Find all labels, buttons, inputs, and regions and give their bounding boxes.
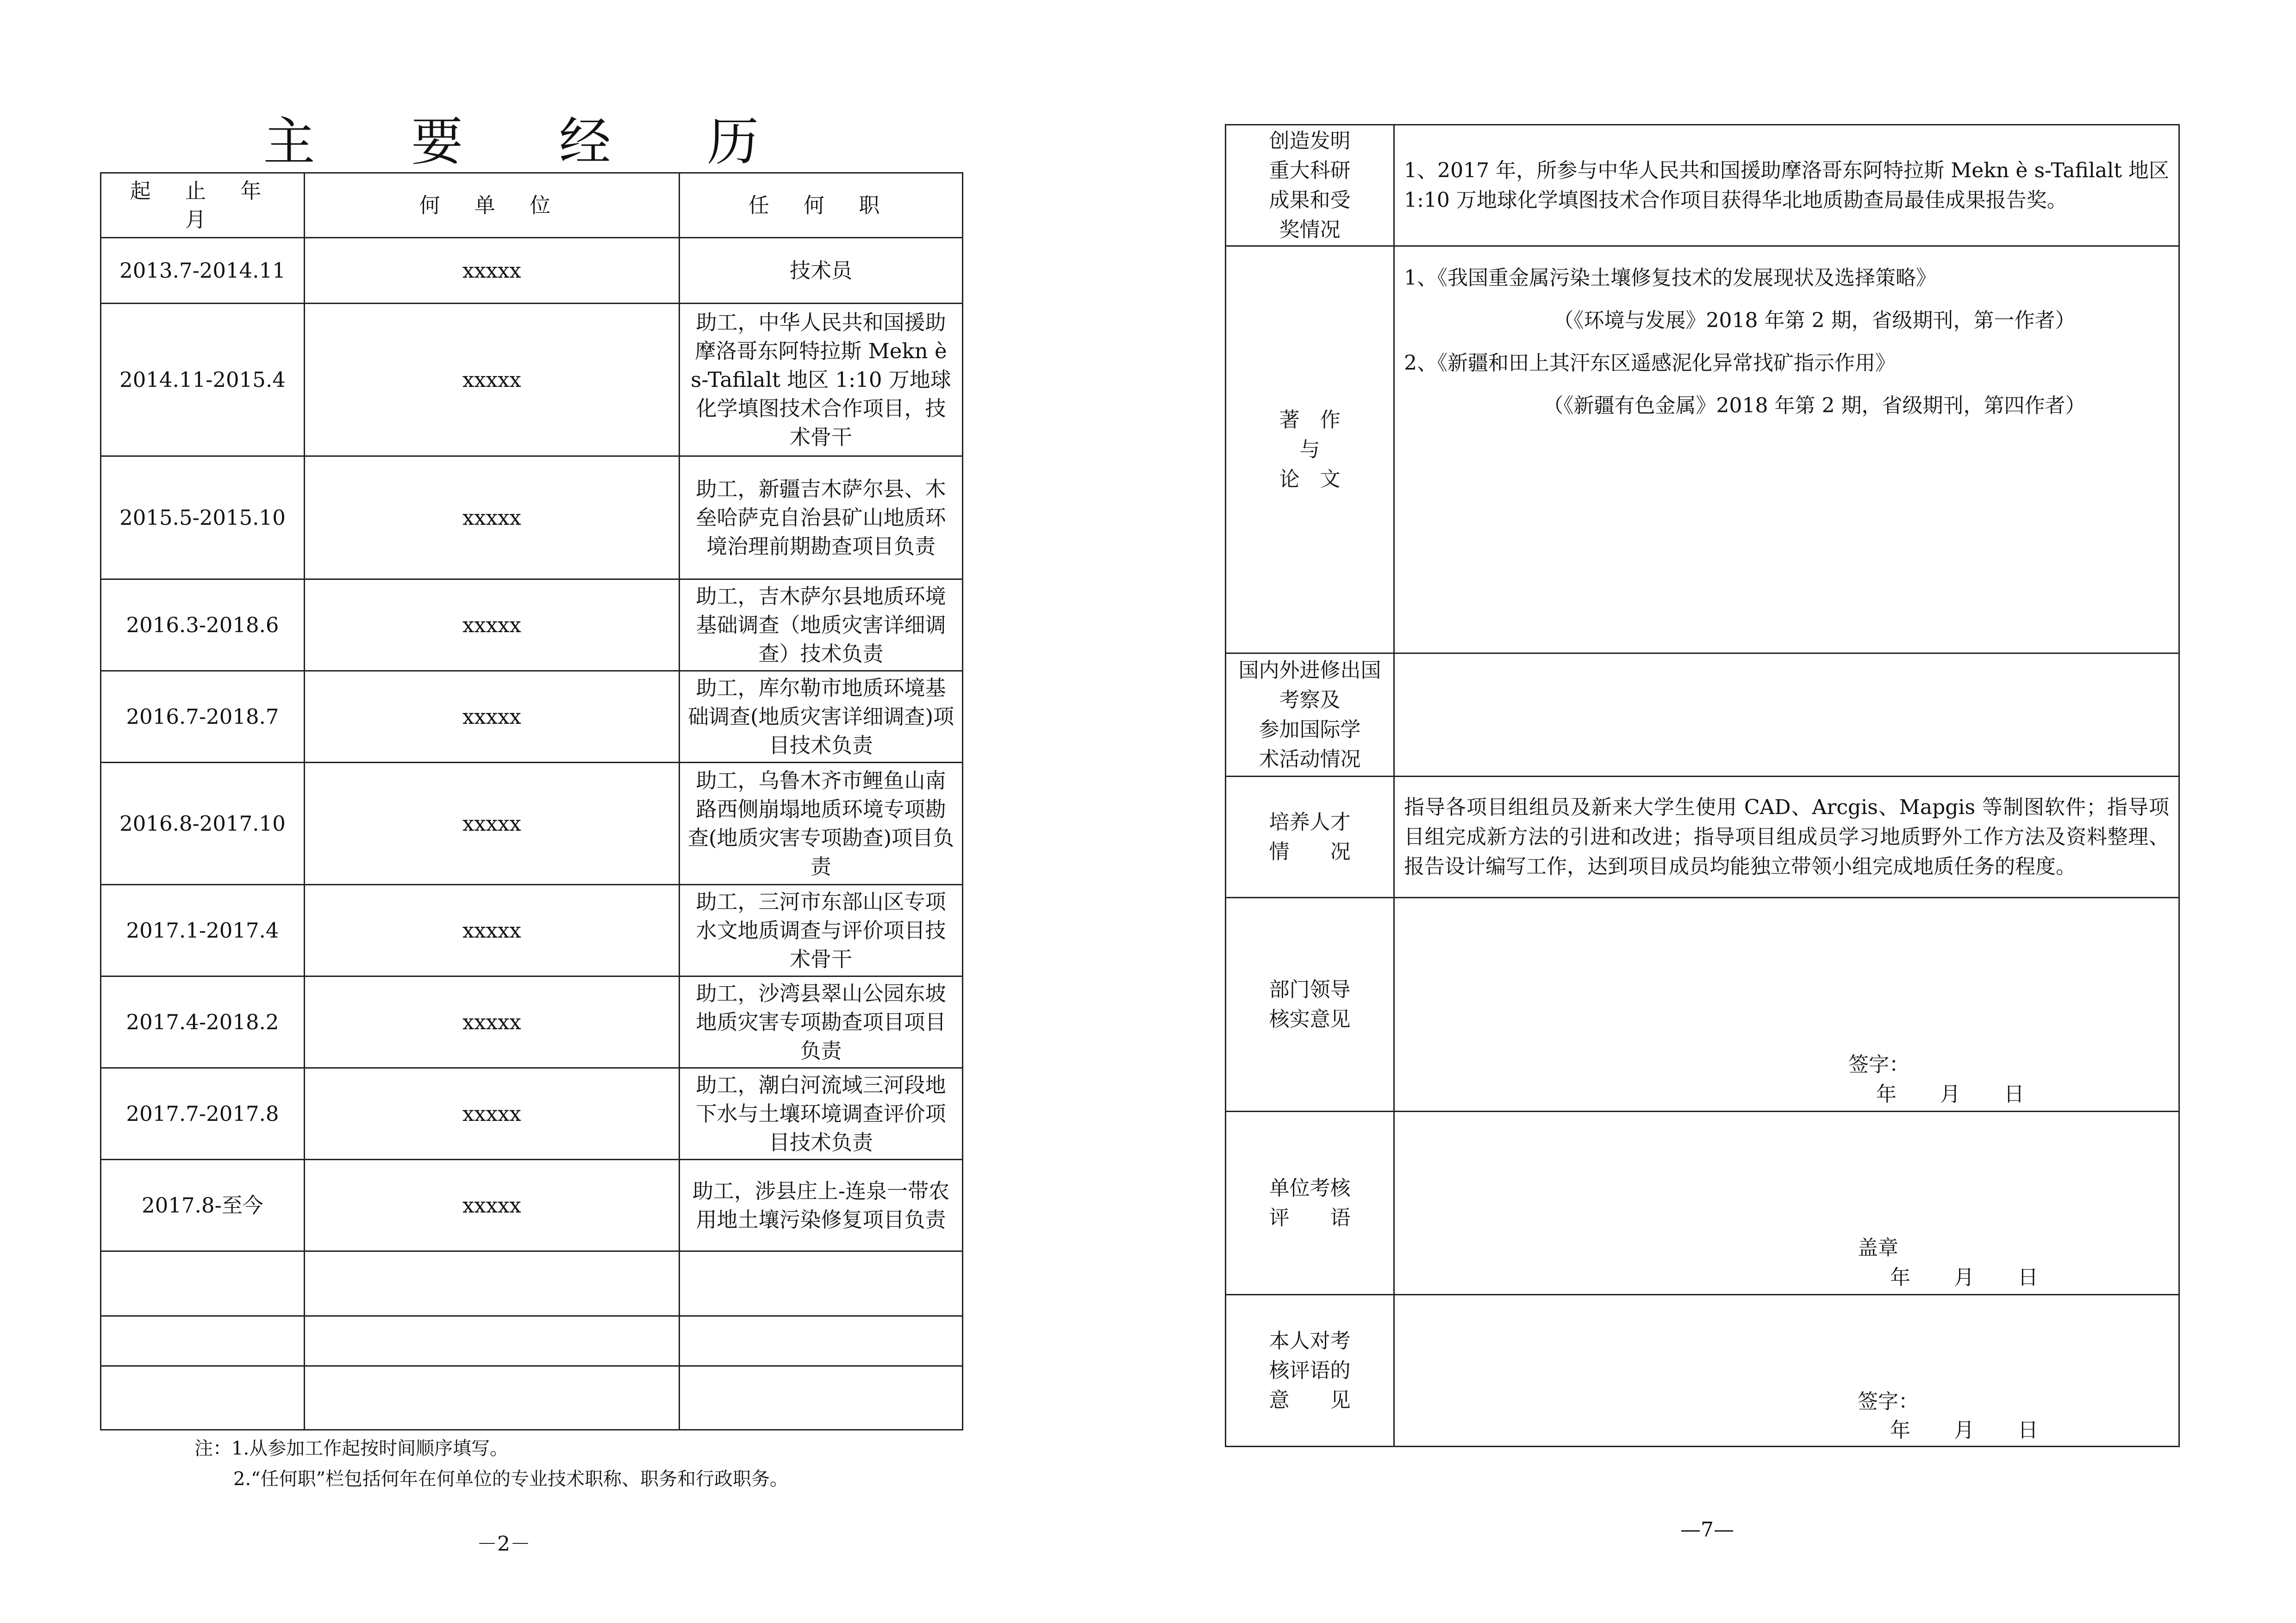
position-cell: 助工，库尔勒市地质环境基础调查(地质灾害详细调查)项目技术负责 [680, 671, 963, 763]
awards-label: 创造发明 重大科研 成果和受 奖情况 [1226, 125, 1394, 246]
table-row [101, 304, 963, 456]
period-cell: 2015.5-2015.10 [101, 456, 305, 579]
unit-cell: xxxxx [305, 238, 680, 304]
unit-cell: xxxxx [305, 671, 680, 763]
table-row [101, 1316, 963, 1366]
column-header-period: 起 止 年 月 [101, 173, 305, 238]
dept-opinion-row [1226, 898, 2179, 1112]
unit-cell [305, 1316, 680, 1366]
table-row [101, 1366, 963, 1430]
table-row [101, 763, 963, 885]
dept-opinion-label: 部门领导 核实意见 [1226, 898, 1394, 1112]
position-cell: 技术员 [680, 238, 963, 304]
unit-cell: xxxxx [305, 763, 680, 885]
career-table [100, 172, 963, 1430]
period-cell: 2017.8-至今 [101, 1160, 305, 1251]
unit-review-label: 单位考核 评 语 [1226, 1112, 1394, 1295]
period-cell: 2016.3-2018.6 [101, 579, 305, 671]
position-cell: 助工，吉木萨尔县地质环境基础调查（地质灾害详细调查）技术负责 [680, 579, 963, 671]
table-row [101, 1068, 963, 1160]
unit-cell: xxxxx [305, 304, 680, 456]
period-cell: 2014.11-2015.4 [101, 304, 305, 456]
paper-title: 1、《我国重金属污染土壤修复技术的发展现状及选择策略》 [1404, 266, 1936, 290]
period-cell [101, 1316, 305, 1366]
signature-label: 签字： [1848, 1053, 1909, 1076]
position-cell [680, 1366, 963, 1430]
table-row [101, 976, 963, 1068]
seal-label: 盖章 [1858, 1236, 1898, 1260]
table-row [101, 885, 963, 976]
unit-cell [305, 1251, 680, 1316]
period-cell: 2016.7-2018.7 [101, 671, 305, 763]
unit-cell: xxxxx [305, 1160, 680, 1251]
position-cell: 助工，新疆吉木萨尔县、木垒哈萨克自治县矿山地质环境治理前期勘查项目负责 [680, 456, 963, 579]
study-content [1394, 653, 2179, 777]
table-row [101, 238, 963, 304]
period-cell: 2016.8-2017.10 [101, 763, 305, 885]
position-cell [680, 1251, 963, 1316]
unit-cell: xxxxx [305, 1068, 680, 1160]
period-cell [101, 1251, 305, 1316]
training-content: 指导各项目组组员及新来大学生使用 CAD、Arcgis、Mapgis 等制图软件；指导项目组完成新方法的引进和改进；指导项目组成员学习地质野外工作方法及资料整理、报告设计编写工作，达到项目成员均能独立带领小组完成地质任务的程度。 [1394, 777, 2179, 898]
self-opinion-content [1394, 1295, 2179, 1447]
unit-review-row [1226, 1112, 2179, 1295]
position-cell: 助工，乌鲁木齐市鲤鱼山南路西侧崩塌地质环境专项勘查(地质灾害专项勘查)项目负责 [680, 763, 963, 885]
unit-cell: xxxxx [305, 456, 680, 579]
position-cell: 助工，三河市东部山区专项水文地质调查与评价项目技术骨干 [680, 885, 963, 976]
position-cell: 助工，涉县庄上-连泉一带农用地土壤污染修复项目负责 [680, 1160, 963, 1251]
table-row [101, 456, 963, 579]
date-label: 年 月 日 [1876, 1082, 2043, 1106]
period-cell [101, 1366, 305, 1430]
training-row [1226, 777, 2179, 898]
position-cell: 助工，潮白河流域三河段地下水与土壤环境调查评价项目技术负责 [680, 1068, 963, 1160]
paper-source: （《环境与发展》2018 年第 2 期，省级期刊，第一作者） [1553, 309, 2076, 332]
page-title: 主 要 经 历 [263, 112, 799, 172]
date-label: 年 月 日 [1890, 1418, 2057, 1442]
training-label: 培养人才 情 况 [1226, 777, 1394, 898]
papers-row [1226, 246, 2179, 653]
period-cell: 2017.7-2017.8 [101, 1068, 305, 1160]
position-cell: 助工，沙湾县翠山公园东坡地质灾害专项勘查项目项目负责 [680, 976, 963, 1068]
table-row [101, 1160, 963, 1251]
self-opinion-label: 本人对考 核评语的 意 见 [1226, 1295, 1394, 1447]
study-label: 国内外进修出国 考察及 参加国际学 术活动情况 [1226, 653, 1394, 777]
unit-cell [305, 1366, 680, 1430]
study-row [1226, 653, 2179, 777]
self-opinion-row [1226, 1295, 2179, 1447]
signature-label: 签字： [1858, 1390, 1919, 1413]
unit-cell: xxxxx [305, 579, 680, 671]
column-header-unit: 何 单 位 [305, 173, 680, 238]
table-header-row [101, 173, 963, 238]
column-header-position: 任 何 职 [680, 173, 963, 238]
period-cell: 2017.1-2017.4 [101, 885, 305, 976]
date-label: 年 月 日 [1890, 1266, 2057, 1289]
dept-opinion-content [1394, 898, 2179, 1112]
paper-source: （《新疆有色金属》2018 年第 2 期，省级期刊，第四作者） [1543, 394, 2086, 417]
table-row [101, 671, 963, 763]
position-cell: 助工，中华人民共和国援助摩洛哥东阿特拉斯 Mekn è s-Tafilalt 地区 1:10 万地球化学填图技术合作项目，技术骨干 [680, 304, 963, 456]
position-cell [680, 1316, 963, 1366]
papers-content [1394, 246, 2179, 653]
unit-cell: xxxxx [305, 976, 680, 1068]
unit-review-content [1394, 1112, 2179, 1295]
period-cell: 2013.7-2014.11 [101, 238, 305, 304]
awards-content: 1、2017 年，所参与中华人民共和国援助摩洛哥东阿特拉斯 Mekn è s-Tafilalt 地区 1:10 万地球化学填图技术合作项目获得华北地质勘查局最佳成果报告奖。 [1394, 125, 2179, 246]
period-cell: 2017.4-2018.2 [101, 976, 305, 1068]
table-row [101, 579, 963, 671]
page-number-right: —7— [1680, 1518, 1734, 1542]
footnote-2: 2.“任何职”栏包括何年在何单位的专业技术职称、职务和行政职务。 [233, 1468, 789, 1490]
table-row [101, 1251, 963, 1316]
page-number-left: －2－ [477, 1532, 530, 1556]
footnote-1: 注：1.从参加工作起按时间顺序填写。 [194, 1438, 509, 1459]
papers-label: 著 作 与 论 文 [1226, 246, 1394, 653]
awards-row [1226, 125, 2179, 246]
paper-title: 2、《新疆和田上其汗东区遥感泥化异常找矿指示作用》 [1404, 351, 1896, 375]
evaluation-form-table [1225, 124, 2180, 1447]
unit-cell: xxxxx [305, 885, 680, 976]
